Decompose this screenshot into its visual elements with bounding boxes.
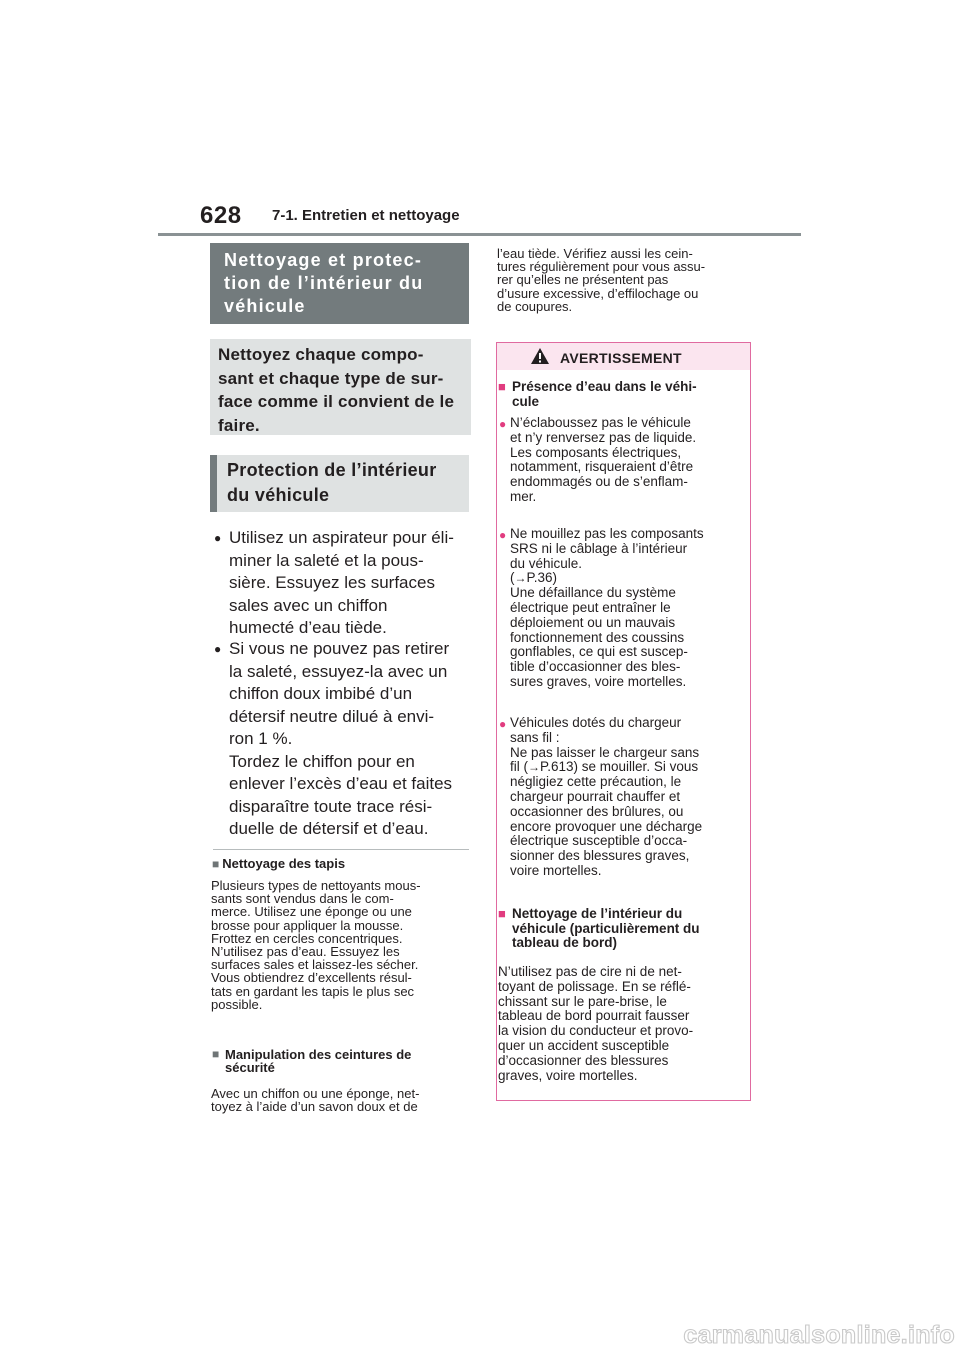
arrow-right-icon: → [514,571,527,586]
svg-text:carmanualsonline.info: carmanualsonline.info [683,1321,955,1349]
filled-circle-icon: ● [499,717,507,731]
square-icon: ■ [212,857,220,871]
intro-text: Nettoyez chaque compo- sant et chaque type de sur- face comme il convient de le faire. [218,345,455,435]
square-icon: ■ [498,379,506,394]
section-title: 7-1. Entretien et nettoyage [272,207,460,224]
subtitle-box [210,455,469,512]
warning-triangle-icon [530,347,550,365]
warning-title: AVERTISSEMENT [560,350,682,366]
arrow-right-icon: → [528,760,540,775]
carpets-text: Plusieurs types de nettoyants mous- sants sont vendus dans le com- merce. Utilisez une éponge ou une brosse pour appliquer la mousse. Frottez en cercles concentriques. N’utilisez pas d’eau. Essuyez les surfaces sales et laissez-les sécher. Vous obtiendrez d’excellents résul- tats en gardant les tapis le plus sec possible. [211,878,421,1012]
filled-circle-icon: ● [214,642,222,656]
filled-circle-icon: ● [214,531,222,545]
bullet-text: Si vous ne pouvez pas retirer la saleté, essuyez-la avec un chiffon doux imbibé d’un détersif neutre dilué à envi- ron 1 %. Tordez le chiffon pour en enlever l’excès d’eau et faites disparaître toute trace rési- duelle de détersif et d’eau. [229,639,453,838]
subtitle-accent-bar [210,455,217,512]
watermark-logo [652,1318,958,1352]
belts-text-continued: l’eau tiède. Vérifiez aussi les cein- tures régulièrement pour vous assu- rer qu’elles ne présentent pas d’usure excessive, d’effilochage ou de coupures. [497,246,706,314]
chapter-title-box [210,243,469,324]
chapter-title: Nettoyage et protec- tion de l’intérieur du véhicule [224,250,424,316]
header-rule [158,233,801,236]
filled-circle-icon: ● [499,417,507,431]
page-number: 628 [200,202,242,229]
divider [213,849,469,850]
warning-paragraph: N’utilisez pas de cire ni de net- toyant de polissage. En se réflé- chissant sur le pare-brise, le tableau de bord pourrait fausser la vision du conducteur et provo- quer un accident susceptible d’occasionner des blessures graves, voire mortelles. [498,964,694,1083]
bullet-text: Utilisez un aspirateur pour éli- miner la saleté et la pous- sière. Essuyez les surfaces sales avec un chiffon humecté d’eau tiède. [229,528,454,637]
belts-text: Avec un chiffon ou une éponge, net- toyez à l’aide d’un savon doux et de [211,1086,420,1115]
square-icon: ■ [498,906,506,921]
subtitle-text: Protection de l’intérieur du véhicule [227,460,437,505]
square-icon: ■ [212,1047,220,1061]
intro-box [210,339,471,435]
carpets-heading: ■ Nettoyage des tapis [212,856,346,871]
filled-circle-icon: ● [499,528,507,542]
